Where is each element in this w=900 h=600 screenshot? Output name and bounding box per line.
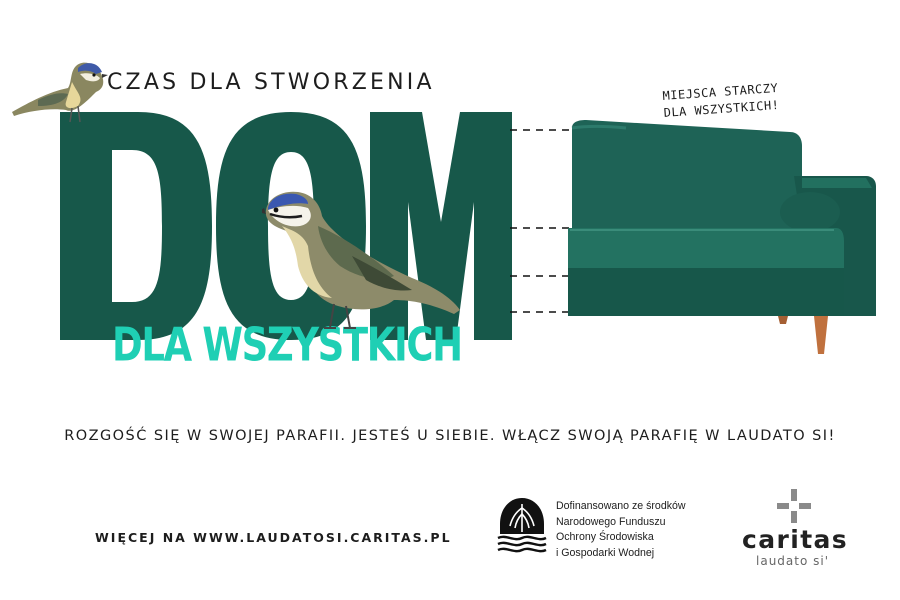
slogan: ROZGOŚĆ SIĘ W SWOJEJ PARAFII. JESTEŚ U SIEBIE. WŁĄCZ SWOJĄ PARAFIĘ W LAUDATO SI! [64, 428, 836, 444]
sponsor-line: Ochrony Środowiska [556, 531, 654, 543]
sponsor-line: i Gospodarki Wodnej [556, 546, 655, 559]
sub-heading: DLA WSZYSTKICH [112, 318, 462, 372]
bird-icon [8, 52, 108, 128]
website-link[interactable]: WIĘCEJ NA WWW.LAUDATOSI.CARITAS.PL [95, 530, 452, 545]
bird-icon [262, 186, 462, 334]
sofa-note [662, 80, 780, 122]
sponsor-line: Narodowego Funduszu [556, 515, 666, 528]
caritas-logo-text: caritas [742, 525, 849, 554]
sofa-note-line2: DLA WSZYSTKICH! [663, 97, 780, 120]
sponsor-text [556, 499, 686, 561]
nfos-logo [496, 494, 548, 554]
caritas-logo-subtitle: laudato si' [756, 554, 830, 568]
sofa-note-line1: MIEJSCA STARCZY [662, 80, 779, 103]
top-heading: CZAS DLA STWORZENIA [107, 70, 435, 95]
caritas-cross-icon [777, 489, 811, 523]
sponsor-line: Dofinansowano ze środków [556, 500, 686, 512]
sofa-image [566, 118, 878, 358]
